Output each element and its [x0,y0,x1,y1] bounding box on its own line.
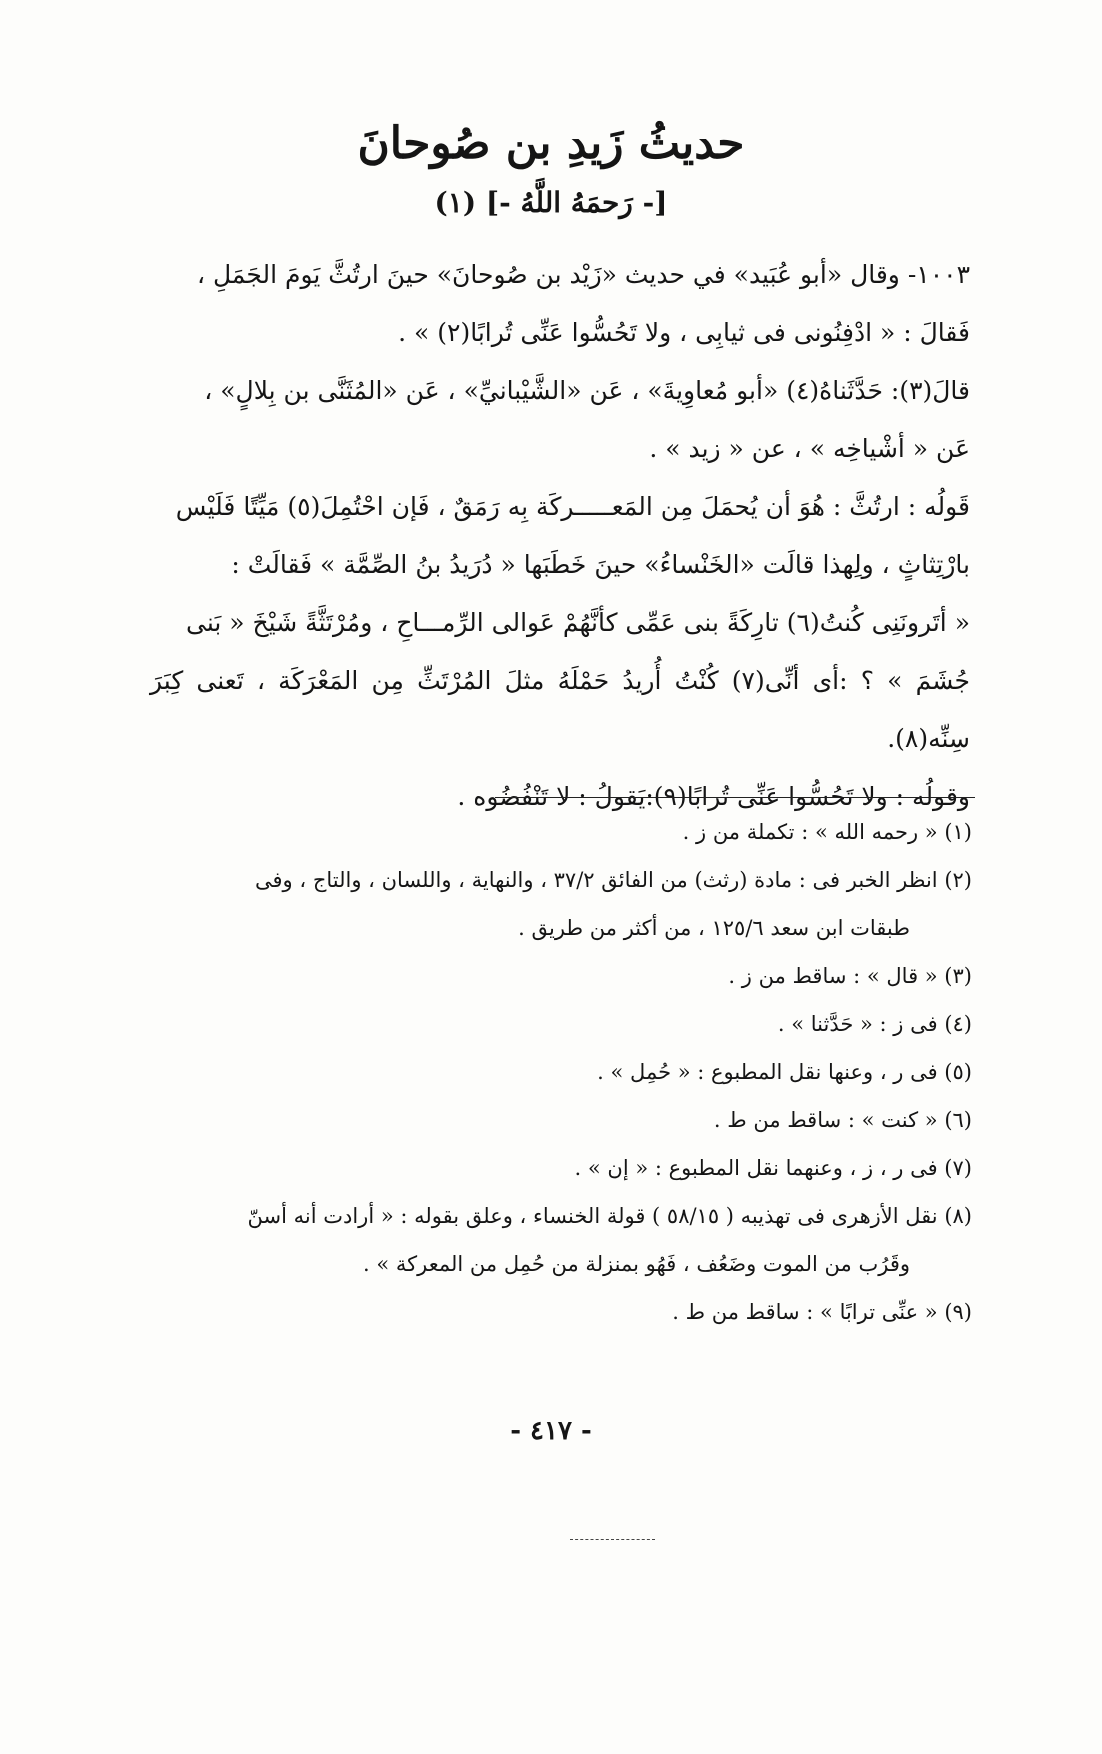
footnote: (٣) « قال » : ساقط من ز . [728,964,972,988]
text-line: ١٠٠٣- وقال «أبو عُبَيد» في حديث «زَيْد بن صُوحانَ» حينَ ارتُثَّ يَومَ الجَمَلِ ، [196,260,970,289]
text-line: فَقالَ : « ادْفِنُونى فى ثيابِى ، ولا تَحُسُّوا عَنِّى تُرابًا(٢) » . [398,318,970,347]
text-line: جُشَمَ » ؟ :أى أنِّى(٧) كُنْتُ أُريدُ حَمْلَهُ مثلَ المُرْتَثِّ مِن المَعْرَكَة ، تَعنى كِبَرَ سِنِّه(٨). [150,666,970,753]
text-line: قالَ(٣): حَدَّثَناهُ(٤) «أبو مُعاوِيةَ» ، عَن «الشَّيْبانيِّ» ، عَن «المُثَنَّى بن بِلالٍ» ، [204,376,970,405]
text-line: بارْتِثاثٍ ، ولِهذا قالَت «الخَنْساءُ» حينَ خَطَبَها « دُرَيدُ بنُ الصِّمَّة » فَقالَتْ : [231,550,970,579]
footnote-divider [495,797,975,798]
text-line: وقولُه : ولا تَحُسُّوا عَنِّى تُرابًا(٩):يَقولُ : لا تَنْفُضُوه . [457,782,970,811]
footnote: (٥) فى ر ، وعنها نقل المطبوع : « حُمِل » . [597,1060,972,1084]
footnote-continuation: طبقات ابن سعد ١٢٥/٦ ، من أكثر من طريق . [518,916,910,940]
chapter-title: حديثُ زَيدِ بن صُوحانَ [357,118,745,169]
footnote: (١) « رحمه الله » : تكملة من ز . [682,820,972,844]
footnote: (٨) نقل الأزهرى فى تهذيبه ( ٥٨/١٥ ) قولة الخنساء ، وعلق بقوله : « أرادت أنه أسنّ [247,1204,972,1228]
text-line: « أتَرونَنِى كُنتُ(٦) تارِكَةً بنى عَمِّى كأنَّهُمْ عَوالى الرِّمـــاحِ ، ومُرْتَثَّةً شَيْخَ « بَنى [186,608,970,637]
footnote: (٧) فى ر ، ز ، وعنهما نقل المطبوع : « إن » . [574,1156,972,1180]
footnotes [150,808,972,1336]
footnote: (٦) « كنت » : ساقط من ط . [713,1108,972,1132]
text-line: عَن « أشْياخِه » ، عن « زيد » . [649,434,970,463]
footnote: (٢) انظر الخبر فى : مادة (رثث) من الفائق ٣٧/٢ ، والنهاية ، واللسان ، والتاج ، وفى [255,868,972,892]
chapter-subtitle: [- رَحمَهُ اللَّهُ -] (١) [434,186,668,219]
footnote: (٩) « عنِّى ترابًا » : ساقط من ط . [672,1300,972,1324]
footnote: (٤) فى ز : « حَدَّثنا » . [777,1012,972,1036]
page-number: - ٤١٧ - [510,1416,592,1446]
text-line: قَولُه : ارتُثَّ : هُوَ أن يُحمَلَ مِن المَعـــــركَة بِه رَمَقٌ ، فَإن احْتُمِلَ(٥) مَيِّتًا فَلَيْس [175,492,970,521]
footnote-continuation: وقَرُب من الموت وضَعُف ، فَهُو بمنزلة من حُمِل من المعركة » . [363,1252,910,1276]
main-text [150,246,970,826]
scan-mark [570,1539,655,1540]
